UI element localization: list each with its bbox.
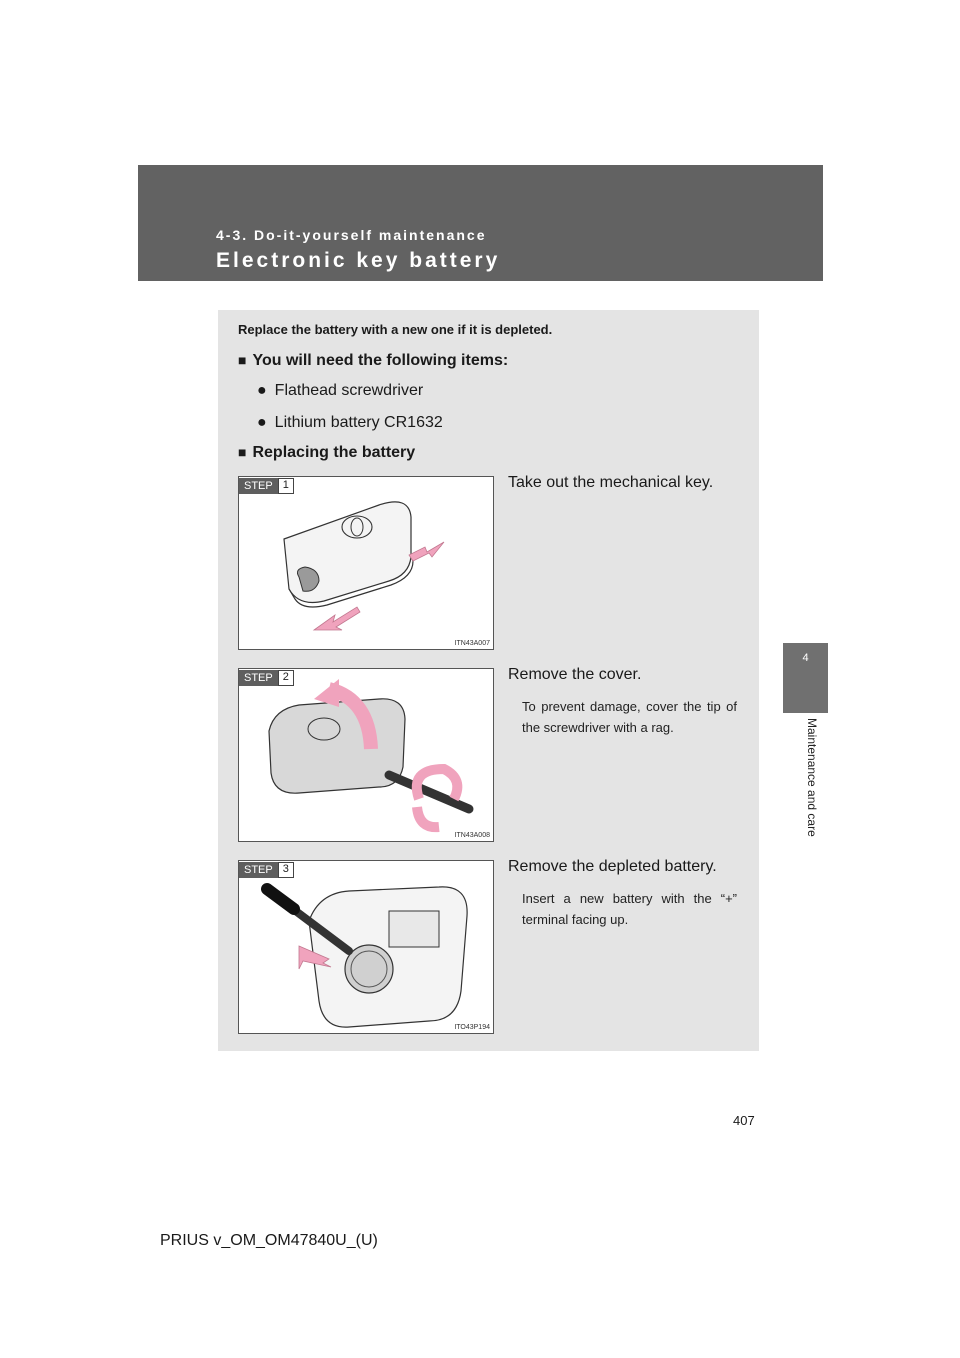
step-3-figure xyxy=(238,860,494,1034)
chapter-tab[interactable] xyxy=(783,643,828,713)
chapter-number: 4 xyxy=(802,652,809,664)
chapter-header xyxy=(138,165,823,281)
step-badge-label: STEP xyxy=(239,670,278,686)
section-label: 4-3. Do-it-yourself maintenance xyxy=(216,227,487,243)
figure-code: ITN43A007 xyxy=(454,640,490,647)
step-3-text: Remove the depleted battery. xyxy=(508,858,717,875)
items-heading xyxy=(238,352,508,370)
step-badge-label: STEP xyxy=(239,862,278,878)
step-1-text: Take out the mechanical key. xyxy=(508,474,714,491)
step-3-note: Insert a new battery with the “+” terminal facing up. xyxy=(522,891,737,927)
round-bullet-icon: ● xyxy=(257,382,267,399)
figure-code: ITO43P194 xyxy=(454,1024,490,1031)
step-badge-number: 3 xyxy=(278,862,294,878)
step-badge xyxy=(239,862,294,878)
list-item xyxy=(257,414,443,432)
square-bullet-icon: ■ xyxy=(238,444,247,460)
pink-arrow-icon xyxy=(409,542,444,561)
page-number: 407 xyxy=(733,1113,755,1128)
step-badge xyxy=(239,670,294,686)
step-1-figure xyxy=(238,476,494,650)
page-title: Electronic key battery xyxy=(216,249,501,272)
list-item xyxy=(257,382,423,400)
key-fob-illustration xyxy=(239,477,493,649)
document-id: PRIUS v_OM_OM47840U_(U) xyxy=(160,1232,378,1249)
step-badge-number: 2 xyxy=(278,670,294,686)
replace-heading xyxy=(238,444,415,462)
list-item-text: Flathead screwdriver xyxy=(274,382,424,399)
key-fob-illustration xyxy=(239,669,493,841)
figure-code: ITN43A008 xyxy=(454,832,490,839)
chapter-tab-label: Maintenance and care xyxy=(805,718,819,837)
round-bullet-icon: ● xyxy=(257,414,267,431)
step-badge-number: 1 xyxy=(278,478,294,494)
content-panel xyxy=(218,310,759,1051)
step-2-text: Remove the cover. xyxy=(508,666,642,683)
step-2-note: To prevent damage, cover the tip of the screwdriver with a rag. xyxy=(522,699,737,735)
list-item-text: Lithium battery CR1632 xyxy=(274,414,443,431)
pink-arrow-icon xyxy=(314,607,360,630)
square-bullet-icon: ■ xyxy=(238,352,247,368)
step-badge-label: STEP xyxy=(239,478,278,494)
intro-text: Replace the battery with a new one if it is depleted. xyxy=(238,322,553,337)
items-heading-text: You will need the following items: xyxy=(252,352,509,369)
replace-heading-text: Replacing the battery xyxy=(252,444,416,461)
step-2-figure xyxy=(238,668,494,842)
key-fob-illustration xyxy=(239,861,493,1033)
step-badge xyxy=(239,478,294,494)
